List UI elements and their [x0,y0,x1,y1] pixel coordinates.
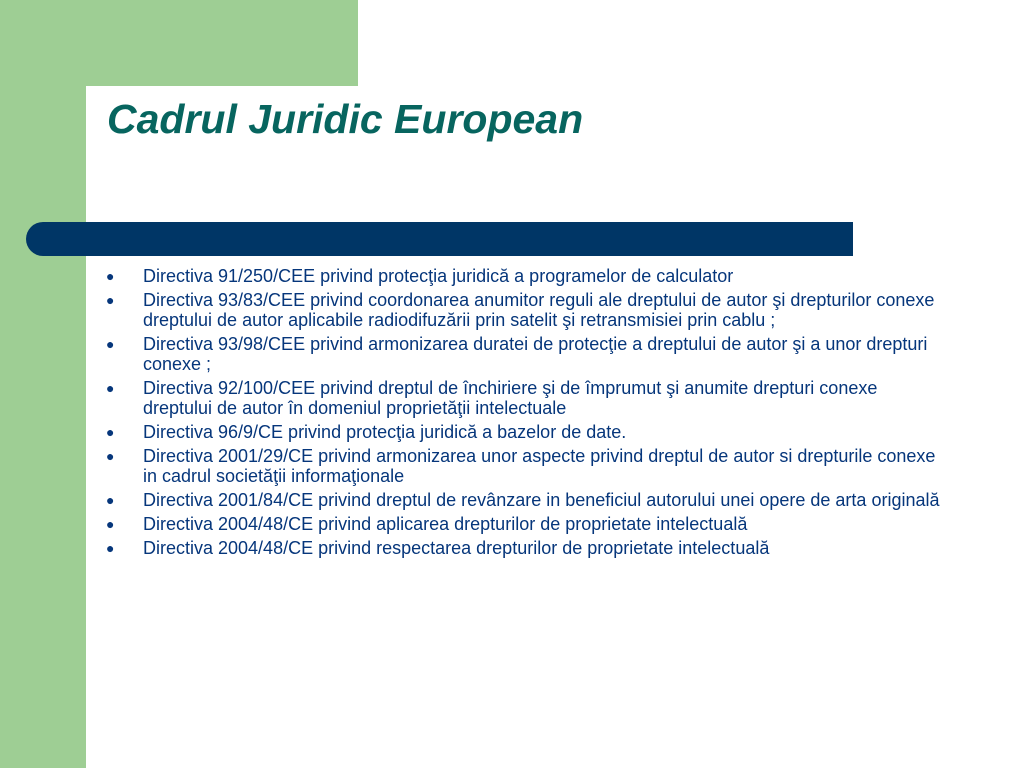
list-item [106,290,946,330]
list-item [106,266,946,286]
list-item [106,378,946,418]
slide-title: Cadrul Juridic European [107,96,584,142]
list-item [106,422,946,442]
bullet-icon: ● [106,424,115,440]
bullet-icon: ● [106,516,115,532]
bullet-icon: ● [106,268,115,284]
list-item [106,514,946,534]
list-item [106,538,946,558]
bullet-list [106,266,946,562]
list-item-text: Directiva 2001/84/CE privind dreptul de revânzare in beneficiul autorului unei opere de arta originală [143,490,940,510]
bullet-icon: ● [106,448,115,464]
list-item-text: Directiva 92/100/CEE privind dreptul de închiriere şi de împrumut şi anumite drepturi conexe dreptului de autor în domeniul proprietăţii intelectuale [143,378,878,418]
bullet-icon: ● [106,492,115,508]
bullet-icon: ● [106,540,115,556]
list-item [106,446,946,486]
list-item-text: Directiva 2004/48/CE privind aplicarea drepturilor de proprietate intelectuală [143,514,748,534]
list-item-text: Directiva 93/83/CEE privind coordonarea anumitor reguli ale dreptului de autor şi drepturilor conexe dreptului de autor aplicabile radiodifuzării prin satelit şi retransmisiei prin cablu ; [143,290,935,330]
list-item-text: Directiva 96/9/CE privind protecţia juridică a bazelor de date. [143,422,627,442]
list-item-text: Directiva 2004/48/CE privind respectarea drepturilor de proprietate intelectuală [143,538,770,558]
green-side-panel [0,0,86,768]
list-item-text: Directiva 2001/29/CE privind armonizarea unor aspecte privind dreptul de autor si drepturile conexe in cadrul societăţii informaţionale [143,446,936,486]
bullet-icon: ● [106,380,115,396]
title-divider-bar [26,222,853,256]
bullet-icon: ● [106,292,115,308]
list-item-text: Directiva 91/250/CEE privind protecţia juridică a programelor de calculator [143,266,734,286]
green-top-panel [0,0,358,86]
list-item [106,334,946,374]
bullet-icon: ● [106,336,115,352]
list-item-text: Directiva 93/98/CEE privind armonizarea duratei de protecţie a dreptului de autor şi a unor drepturi conexe ; [143,334,928,374]
list-item [106,490,946,510]
